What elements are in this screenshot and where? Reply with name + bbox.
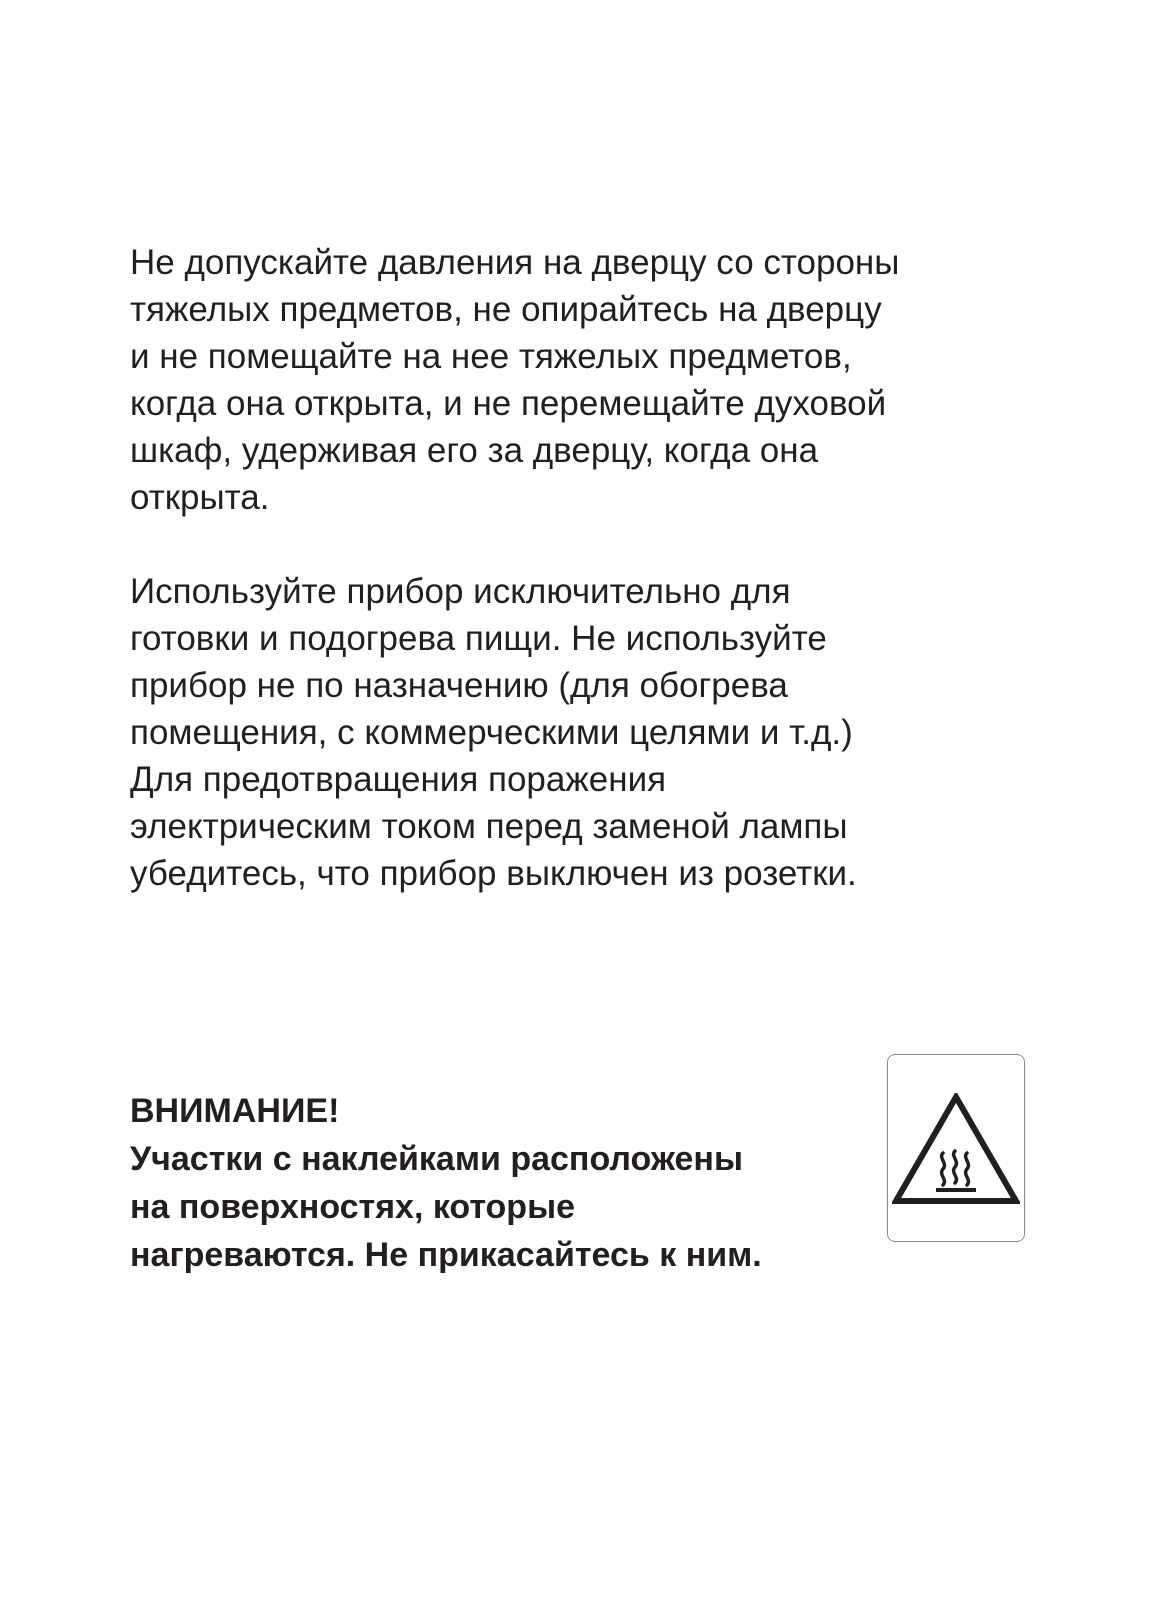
text-line: когда она открыта, и не перемещайте духовой	[130, 384, 887, 423]
paragraph-usage	[130, 568, 1030, 897]
text-line: шкаф, удерживая его за дверцу, когда она	[130, 431, 819, 470]
warning-line: на поверхностях, которые	[130, 1188, 576, 1226]
text-line: помещения, с коммерческими целями и т.д.)	[130, 713, 853, 752]
text-line: тяжелых предметов, не опирайтесь на дверцу	[130, 290, 882, 329]
paragraph-door-load	[130, 239, 1030, 521]
text-line: и не помещайте на нее тяжелых предметов,	[130, 337, 852, 376]
text-line: убедитесь, что прибор выключен из розетки.	[130, 854, 857, 893]
text-line: электрическим током перед заменой лампы	[130, 807, 848, 846]
text-line: Не допускайте давления на дверцу со стороны	[130, 243, 900, 282]
hot-surface-sticker	[887, 1054, 1025, 1242]
hot-surface-warning-icon	[892, 1093, 1020, 1205]
text-line: прибор не по назначению (для обогрева	[130, 666, 788, 705]
text-line: Для предотвращения поражения	[130, 760, 667, 799]
warning-line: Участки с наклейками расположены	[130, 1140, 743, 1178]
text-line: Используйте прибор исключительно для	[130, 572, 791, 611]
warning-line: нагреваются. Не прикасайтесь к ним.	[130, 1236, 762, 1274]
text-line: открыта.	[130, 478, 270, 517]
warning-block	[130, 1087, 890, 1279]
text-line: готовки и подогрева пищи. Не используйте	[130, 619, 827, 658]
warning-title: ВНИМАНИЕ!	[130, 1092, 340, 1130]
